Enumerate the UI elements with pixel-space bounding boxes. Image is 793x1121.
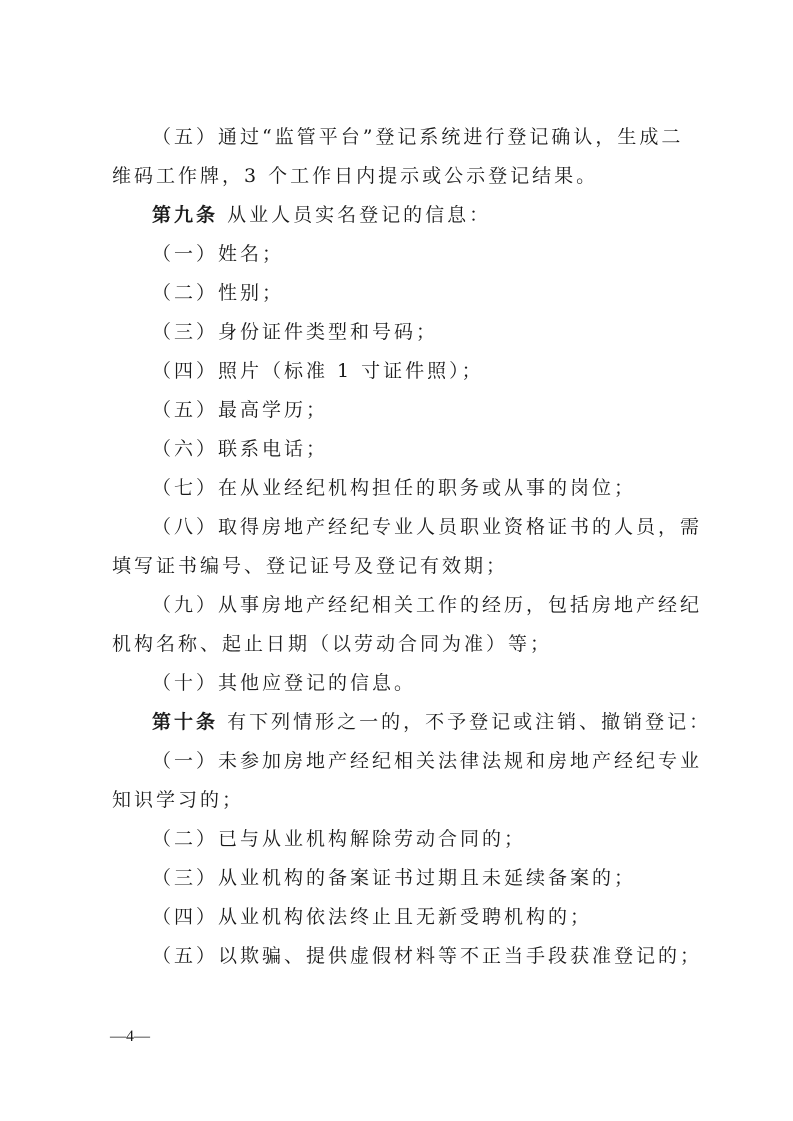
document-body: [112, 118, 712, 976]
item-9-3: （三）身份证件类型和号码；: [152, 321, 439, 343]
article-9-text: 从业人员实名登记的信息：: [227, 204, 492, 226]
item-9-5: （五）最高学历；: [152, 399, 329, 421]
item-9-7: （七）在从业经纪机构担任的职务或从事的岗位；: [152, 477, 637, 499]
item-9-1: （一）姓名；: [152, 243, 285, 265]
article-10: [112, 703, 712, 742]
item-9-10: （十）其他应登记的信息。: [152, 672, 417, 694]
item-9-9-line-2: 机构名称、起止日期（以劳动合同为准）等；: [112, 633, 553, 655]
paragraph-8-5-line-2: 维码工作牌，3 个工作日内提示或公示登记结果。: [112, 165, 599, 187]
article-9-heading: 第九条: [152, 204, 219, 226]
paragraph-8-5-line-1: （五）通过“监管平台”登记系统进行登记确认，生成二: [152, 126, 684, 148]
item-10-1-line-2: 知识学习的；: [112, 789, 245, 811]
item-10-3: （三）从业机构的备案证书过期且未延续备案的；: [152, 867, 637, 889]
item-9-8-line-1: （八）取得房地产经纪专业人员职业资格证书的人员，需: [152, 516, 703, 538]
item-9-2: （二）性别；: [152, 282, 285, 304]
item-10-5: （五）以欺骗、提供虚假材料等不正当手段获准登记的；: [152, 945, 703, 967]
page-number: —4—: [110, 1028, 150, 1045]
item-10-1-line-1: （一）未参加房地产经纪相关法律法规和房地产经纪专业: [152, 750, 703, 772]
article-9: [112, 196, 692, 235]
item-9-8-line-2: 填写证书编号、登记证号及登记有效期；: [112, 555, 509, 577]
item-10-2: （二）已与从业机构解除劳动合同的；: [152, 828, 527, 850]
item-9-4: （四）照片（标准 1 寸证件照）；: [152, 360, 484, 382]
item-10-4: （四）从业机构依法终止且无新受聘机构的；: [152, 906, 593, 928]
article-10-heading: 第十条: [152, 711, 219, 733]
item-9-9-line-1: （九）从事房地产经纪相关工作的经历，包括房地产经纪: [152, 594, 703, 616]
item-9-6: （六）联系电话；: [152, 438, 329, 460]
article-10-text: 有下列情形之一的，不予登记或注销、撤销登记：: [227, 711, 712, 733]
